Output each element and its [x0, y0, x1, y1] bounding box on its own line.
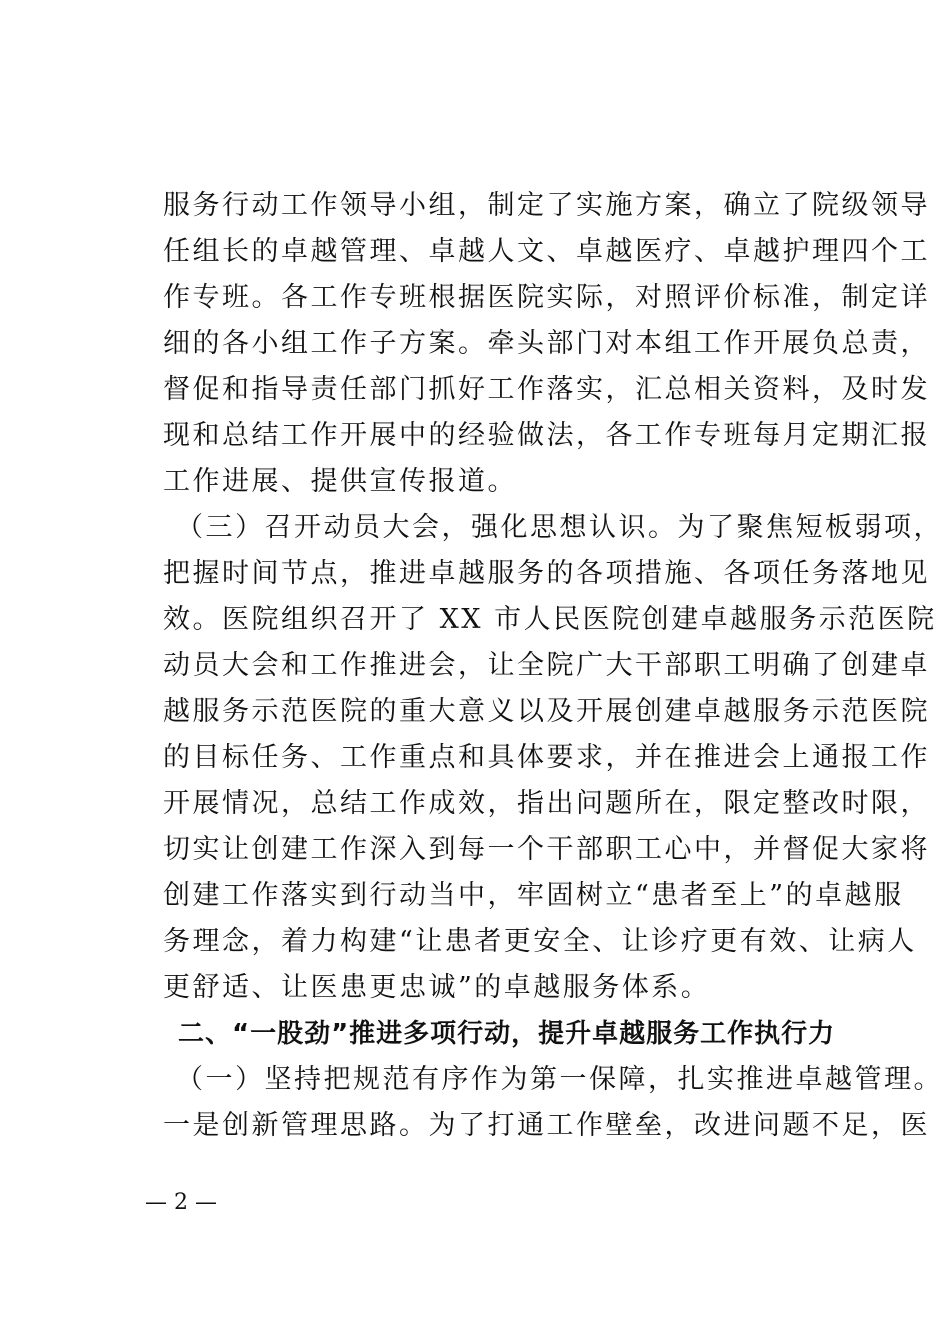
body-text-line: 的目标任务、工作重点和具体要求，并在推进会上通报工作 — [163, 742, 930, 773]
body-text-line: 开展情况，总结工作成效，指出问题所在，限定整改时限， — [163, 788, 930, 819]
body-text-line: 现和总结工作开展中的经验做法，各工作专班每月定期汇报 — [163, 420, 930, 451]
body-text-line: 把握时间节点，推进卓越服务的各项措施、各项任务落地见 — [163, 558, 930, 589]
body-text-line: 督促和指导责任部门抓好工作落实，汇总相关资料，及时发 — [163, 374, 930, 405]
body-text-line: 切实让创建工作深入到每一个干部职工心中，并督促大家将 — [163, 834, 930, 865]
body-text-line: 创建工作落实到行动当中，牢固树立“患者至上”的卓越服 — [163, 880, 904, 911]
section-heading: 二、“一股劲”推进多项行动，提升卓越服务工作执行力 — [178, 1019, 836, 1049]
subsection-lead-line: （一）坚持把规范有序作为第一保障，扎实推进卓越管理。 — [176, 1064, 943, 1095]
body-text-line: 一是创新管理思路。为了打通工作壁垒，改进问题不足，医 — [163, 1110, 930, 1141]
body-text-line: 务理念，着力构建“让患者更安全、让诊疗更有效、让病人 — [163, 926, 917, 957]
body-text-line: 细的各小组工作子方案。牵头部门对本组工作开展负总责， — [163, 328, 930, 359]
body-text-line: 任组长的卓越管理、卓越人文、卓越医疗、卓越护理四个工 — [163, 236, 930, 267]
subsection-lead-line: （三）召开动员大会，强化思想认识。为了聚焦短板弱项， — [176, 512, 943, 543]
body-text-line: 服务行动工作领导小组，制定了实施方案，确立了院级领导 — [163, 190, 930, 221]
body-text-line: 更舒适、让医患更忠诚”的卓越服务体系。 — [163, 972, 711, 1003]
body-text-line: 作专班。各工作专班根据医院实际，对照评价标准，制定详 — [163, 282, 930, 313]
body-text-line: 工作进展、提供宣传报道。 — [163, 466, 517, 497]
page-number: — 2 — — [145, 1190, 217, 1215]
body-text-line: 效。医院组织召开了 XX 市人民医院创建卓越服务示范医院 — [163, 604, 937, 635]
body-text-line: 动员大会和工作推进会，让全院广大干部职工明确了创建卓 — [163, 650, 930, 681]
body-text-line: 越服务示范医院的重大意义以及开展创建卓越服务示范医院 — [163, 696, 930, 727]
